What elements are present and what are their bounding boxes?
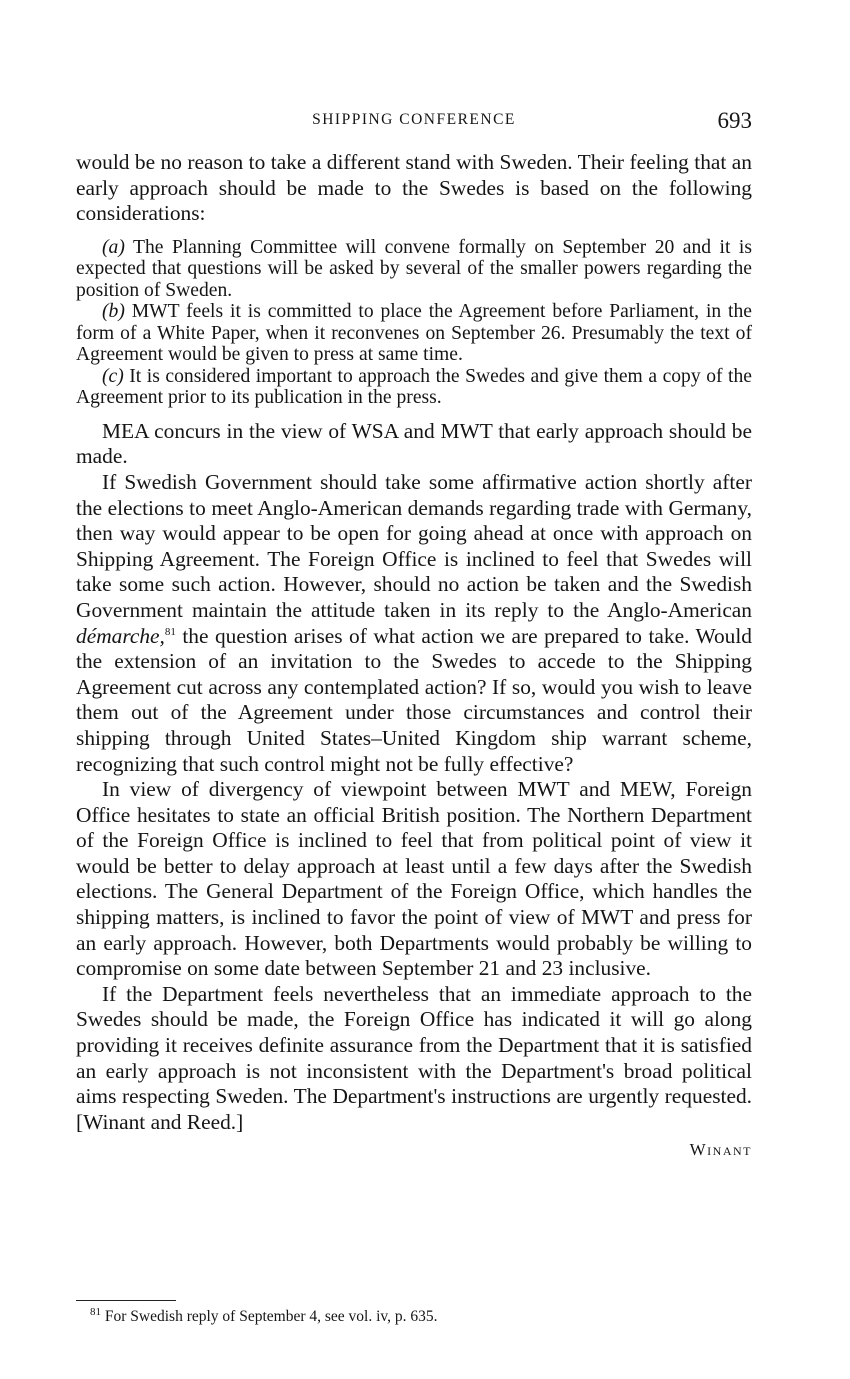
footnote <box>90 1305 438 1326</box>
paragraph-divergency: In view of divergency of viewpoint between MWT and MEW, Foreign Office hesitates to state an official British position. The Northern Department of the Foreign Office is inclined to feel that from political point of view it would be better to delay approach at least until a few days after the Swedish elections. The General Department of the Foreign Office, which handles the shipping matters, is inclined to favor the point of view of MWT and press for an early approach. However, both Departments would probably be willing to compromise on some date between September 21 and 23 inclusive. <box>76 777 752 981</box>
page-number: 693 <box>717 108 752 133</box>
footnote-divider <box>76 1300 176 1301</box>
consideration-c-label: (c) <box>102 365 124 387</box>
paragraph-swedish-government-text-2: the question arises of what action we are prepared to take. Would the extension of an invitation to the Swedes to accede to the Shipping Agreement cut across any contemplated action? If so, would you wish to leave them out of the Agreement under those circumstances and control their shipping through United States–United Kingdom ship warrant scheme, recognizing that such control might not be fully effective? <box>76 623 752 776</box>
demarche-term: démarche, <box>76 623 165 648</box>
consideration-c-text: It is considered important to approach the Swedes and give them a copy of the Agreement prior to its publication in the press. <box>76 365 752 409</box>
consideration-a-label: (a) <box>102 236 125 258</box>
consideration-a <box>76 237 752 302</box>
paragraph-continuation: would be no reason to take a different stand with Sweden. Their feeling that an early approach should be made to the Swedes is based on the following considerations: <box>76 150 752 226</box>
paragraph-swedish-government-text-1: If Swedish Government should take some affirmative action shortly after the elections to meet Anglo-American demands regarding trade with Germany, then way would appear to be open for going ahead at once with approach on Shipping Agreement. The Foreign Office is inclined to feel that Swedes will take some such action. However, should no action be taken and the Swedish Government maintain the attitude taken in its reply to the Anglo-American <box>76 469 752 622</box>
consideration-b <box>76 301 752 366</box>
consideration-a-text: The Planning Committee will convene formally on September 20 and it is expected that questions will be asked by several of the smaller powers regarding the position of Sweden. <box>76 236 752 301</box>
footnote-marker: 81 <box>90 1305 101 1318</box>
consideration-c <box>76 366 752 409</box>
running-title: SHIPPING CONFERENCE <box>312 111 516 128</box>
paragraph-department: If the Department feels nevertheless that an immediate approach to the Swedes should be made, the Foreign Office has indicated it will go along providing it receives definite assurance from the Department that it is satisfied an early approach is not inconsistent with the Department's broad political aims respecting Sweden. The Department's instructions are urgently requested. [Winant and Reed.] <box>76 981 752 1134</box>
document-body <box>76 150 752 1161</box>
footnote-text: For Swedish reply of September 4, see vol. iv, p. 635. <box>101 1308 438 1325</box>
consideration-b-text: MWT feels it is committed to place the Agreement before Parliament, in the form of a White Paper, when it reconvenes on September 26. Presumably the text of Agreement would be given to press at same time. <box>76 301 752 366</box>
consideration-b-label: (b) <box>102 301 125 323</box>
paragraph-mea: MEA concurs in the view of WSA and MWT that early approach should be made. <box>76 418 752 469</box>
running-head <box>76 108 752 138</box>
paragraph-swedish-government <box>76 470 752 777</box>
signature: Winant <box>689 1140 752 1160</box>
footnote-reference: 81 <box>164 625 176 638</box>
